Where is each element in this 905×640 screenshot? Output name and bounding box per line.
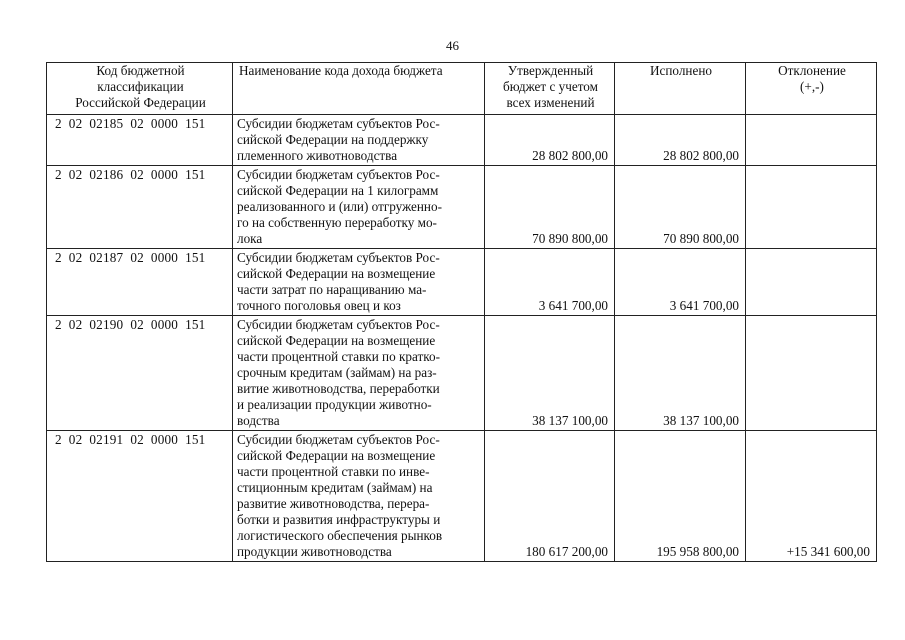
table-row [47,249,877,316]
row-approved: 180 617 200,00 [485,431,615,562]
row-approved: 3 641 700,00 [485,249,615,316]
row-approved: 28 802 800,00 [485,115,615,166]
row-code: 2 02 02186 02 0000 151 [47,166,233,249]
row-executed: 28 802 800,00 [615,115,746,166]
table-row [47,115,877,166]
row-approved: 38 137 100,00 [485,316,615,431]
row-deviation [746,115,877,166]
header-executed: Исполнено [615,63,746,115]
row-deviation [746,249,877,316]
row-code: 2 02 02187 02 0000 151 [47,249,233,316]
row-code: 2 02 02190 02 0000 151 [47,316,233,431]
row-name: Субсидии бюджетам субъектов Рос- сийской Федерации на поддержку племенного животноводства [233,115,485,166]
table-row [47,316,877,431]
budget-income-table [46,62,877,562]
row-code: 2 02 02185 02 0000 151 [47,115,233,166]
row-executed: 195 958 800,00 [615,431,746,562]
row-deviation [746,316,877,431]
header-deviation: Отклонение (+,-) [746,63,877,115]
page-number: 46 [446,38,459,53]
table-row [47,166,877,249]
row-code: 2 02 02191 02 0000 151 [47,431,233,562]
row-name: Субсидии бюджетам субъектов Рос- сийской Федерации на возмещение части процентной ставки по инве- стиционным кредитам (займам) на развитие животноводства, перера- ботки и развития инфраструктуры и логистического обеспечения рынков продукции животноводства [233,431,485,562]
row-executed: 38 137 100,00 [615,316,746,431]
header-name: Наименование кода дохода бюджета [233,63,485,115]
row-deviation: +15 341 600,00 [746,431,877,562]
header-approved: Утвержденный бюджет с учетом всех изменений [485,63,615,115]
row-name: Субсидии бюджетам субъектов Рос- сийской Федерации на 1 килограмм реализованного и (или) отгруженно- го на собственную переработку мо- лока [233,166,485,249]
row-executed: 70 890 800,00 [615,166,746,249]
table-header-row [47,63,877,115]
table-row [47,431,877,562]
row-name: Субсидии бюджетам субъектов Рос- сийской Федерации на возмещение части затрат по наращиванию ма- точного поголовья овец и коз [233,249,485,316]
row-name: Субсидии бюджетам субъектов Рос- сийской Федерации на возмещение части процентной ставки по кратко- срочным кредитам (займам) на раз- витие животноводства, переработки и реализации продукции животно- водства [233,316,485,431]
row-executed: 3 641 700,00 [615,249,746,316]
row-approved: 70 890 800,00 [485,166,615,249]
row-deviation [746,166,877,249]
header-code: Код бюджетной классификации Российской Федерации [47,63,233,115]
